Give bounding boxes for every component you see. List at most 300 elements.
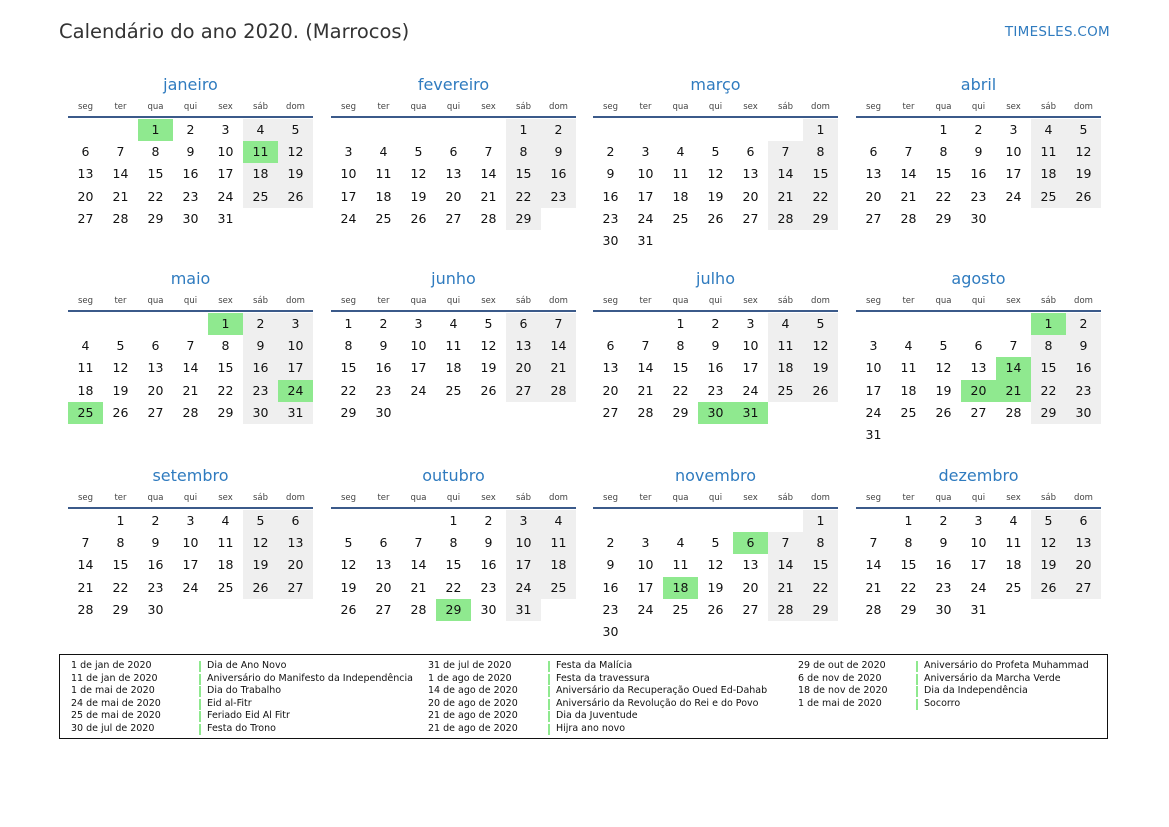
day-cell[interactable]: 8 bbox=[904, 535, 913, 551]
day-cell[interactable]: 30 bbox=[243, 402, 278, 424]
day-cell[interactable]: 26 bbox=[1031, 577, 1066, 599]
day-cell[interactable]: 17 bbox=[340, 188, 357, 204]
day-cell[interactable]: 13 bbox=[506, 335, 541, 357]
day-cell[interactable]: 9 bbox=[484, 535, 493, 551]
day-cell[interactable]: 24 bbox=[410, 382, 427, 398]
day-cell[interactable]: 1 bbox=[904, 513, 913, 528]
day-cell[interactable]: 26 bbox=[278, 186, 313, 208]
day-cell[interactable]: 28 bbox=[112, 210, 129, 226]
day-cell[interactable]: 22 bbox=[340, 382, 357, 398]
day-cell[interactable]: 23 bbox=[707, 382, 724, 398]
day-cell[interactable]: 28 bbox=[77, 601, 94, 617]
day-cell[interactable]: 2 bbox=[974, 122, 983, 137]
day-cell[interactable]: 22 bbox=[506, 186, 541, 208]
day-cell[interactable]: 17 bbox=[742, 360, 759, 376]
day-cell[interactable]: 6 bbox=[379, 535, 388, 551]
day-cell[interactable]: 29 bbox=[506, 208, 541, 230]
day-cell[interactable]: 10 bbox=[506, 532, 541, 554]
day-cell[interactable]: 22 bbox=[147, 188, 164, 204]
day-cell[interactable]: 29 bbox=[112, 601, 129, 617]
day-cell[interactable]: 24 bbox=[865, 404, 882, 420]
day-cell[interactable]: 2 bbox=[186, 122, 195, 137]
day-cell[interactable]: 4 bbox=[676, 144, 685, 160]
day-cell[interactable]: 31 bbox=[970, 601, 987, 617]
day-cell[interactable]: 3 bbox=[869, 338, 878, 354]
day-cell[interactable]: 15 bbox=[1031, 357, 1066, 379]
day-cell[interactable]: 27 bbox=[506, 380, 541, 402]
day-cell[interactable]: 21 bbox=[112, 188, 129, 204]
day-cell[interactable]: 19 bbox=[243, 554, 278, 576]
day-cell[interactable]: 18 bbox=[375, 188, 392, 204]
day-cell[interactable]: 4 bbox=[81, 338, 90, 354]
day-cell[interactable]: 2 bbox=[484, 513, 493, 528]
day-cell[interactable]: 23 bbox=[375, 382, 392, 398]
day-cell[interactable]: 12 bbox=[1066, 141, 1101, 163]
day-cell[interactable]: 19 bbox=[480, 360, 497, 376]
day-cell[interactable]: 25 bbox=[375, 210, 392, 226]
day-cell[interactable]: 26 bbox=[707, 210, 724, 226]
day-cell[interactable]: 15 bbox=[217, 360, 234, 376]
day-cell[interactable]: 27 bbox=[602, 404, 619, 420]
day-cell[interactable]: 25 bbox=[672, 210, 689, 226]
day-cell[interactable]: 25 bbox=[445, 382, 462, 398]
day-cell[interactable]: 6 bbox=[1066, 510, 1101, 532]
day-cell[interactable]: 25 bbox=[217, 579, 234, 595]
day-cell[interactable]: 6 bbox=[449, 144, 458, 160]
day-cell[interactable]: 27 bbox=[742, 601, 759, 617]
day-cell[interactable]: 11 bbox=[900, 360, 917, 376]
day-cell[interactable]: 15 bbox=[900, 557, 917, 573]
day-cell[interactable]: 15 bbox=[935, 166, 952, 182]
day-cell[interactable]: 16 bbox=[375, 360, 392, 376]
day-cell[interactable]: 13 bbox=[77, 166, 94, 182]
day-cell[interactable]: 22 bbox=[935, 188, 952, 204]
day-cell[interactable]: 8 bbox=[803, 141, 838, 163]
day-cell[interactable]: 12 bbox=[112, 360, 129, 376]
day-cell[interactable]: 12 bbox=[707, 166, 724, 182]
day-cell[interactable]: 18 bbox=[541, 554, 576, 576]
day-cell[interactable]: 25 bbox=[1031, 186, 1066, 208]
day-cell[interactable]: 7 bbox=[641, 338, 650, 354]
day-cell[interactable]: 9 bbox=[1066, 335, 1101, 357]
day-cell[interactable]: 3 bbox=[278, 313, 313, 335]
day-cell[interactable]: 30 bbox=[935, 601, 952, 617]
day-cell[interactable]: 5 bbox=[1066, 119, 1101, 141]
day-cell[interactable]: 20 bbox=[961, 380, 996, 402]
day-cell[interactable]: 2 bbox=[711, 316, 720, 331]
day-cell[interactable]: 26 bbox=[340, 601, 357, 617]
day-cell[interactable]: 9 bbox=[606, 166, 615, 182]
day-cell[interactable]: 2 bbox=[606, 144, 615, 160]
day-cell[interactable]: 19 bbox=[410, 188, 427, 204]
day-cell[interactable]: 23 bbox=[1066, 380, 1101, 402]
day-cell[interactable]: 3 bbox=[506, 510, 541, 532]
day-cell[interactable]: 24 bbox=[637, 210, 654, 226]
day-cell[interactable]: 7 bbox=[484, 144, 493, 160]
day-cell[interactable]: 14 bbox=[112, 166, 129, 182]
day-cell[interactable]: 16 bbox=[935, 557, 952, 573]
day-cell[interactable]: 3 bbox=[344, 144, 353, 160]
day-cell[interactable]: 3 bbox=[641, 535, 650, 551]
day-cell[interactable]: 23 bbox=[541, 186, 576, 208]
day-cell[interactable]: 24 bbox=[742, 382, 759, 398]
day-cell[interactable]: 27 bbox=[77, 210, 94, 226]
day-cell[interactable]: 21 bbox=[768, 577, 803, 599]
day-cell[interactable]: 25 bbox=[672, 601, 689, 617]
day-cell[interactable]: 11 bbox=[243, 141, 278, 163]
day-cell[interactable]: 21 bbox=[900, 188, 917, 204]
day-cell[interactable]: 24 bbox=[217, 188, 234, 204]
day-cell[interactable]: 25 bbox=[541, 577, 576, 599]
day-cell[interactable]: 3 bbox=[974, 513, 983, 528]
day-cell[interactable]: 11 bbox=[768, 335, 803, 357]
day-cell[interactable]: 17 bbox=[217, 166, 234, 182]
day-cell[interactable]: 2 bbox=[541, 119, 576, 141]
day-cell[interactable]: 3 bbox=[746, 316, 755, 331]
day-cell[interactable]: 21 bbox=[637, 382, 654, 398]
day-cell[interactable]: 21 bbox=[182, 382, 199, 398]
day-cell[interactable]: 19 bbox=[707, 188, 724, 204]
day-cell[interactable]: 1 bbox=[1031, 313, 1066, 335]
day-cell[interactable]: 18 bbox=[900, 382, 917, 398]
day-cell[interactable]: 17 bbox=[865, 382, 882, 398]
day-cell[interactable]: 7 bbox=[1009, 338, 1018, 354]
day-cell[interactable]: 2 bbox=[606, 535, 615, 551]
day-cell[interactable]: 13 bbox=[742, 557, 759, 573]
day-cell[interactable]: 10 bbox=[1005, 144, 1022, 160]
day-cell[interactable]: 12 bbox=[340, 557, 357, 573]
day-cell[interactable]: 9 bbox=[711, 338, 720, 354]
day-cell[interactable]: 9 bbox=[186, 144, 195, 160]
day-cell[interactable]: 21 bbox=[77, 579, 94, 595]
day-cell[interactable]: 16 bbox=[182, 166, 199, 182]
day-cell[interactable]: 3 bbox=[186, 513, 195, 528]
day-cell[interactable]: 17 bbox=[637, 579, 654, 595]
day-cell[interactable]: 22 bbox=[672, 382, 689, 398]
day-cell[interactable]: 19 bbox=[1066, 163, 1101, 185]
day-cell[interactable]: 28 bbox=[768, 599, 803, 621]
day-cell[interactable]: 13 bbox=[375, 557, 392, 573]
day-cell[interactable]: 26 bbox=[480, 382, 497, 398]
day-cell[interactable]: 6 bbox=[278, 510, 313, 532]
day-cell[interactable]: 7 bbox=[869, 535, 878, 551]
day-cell[interactable]: 26 bbox=[707, 601, 724, 617]
day-cell[interactable]: 3 bbox=[221, 122, 230, 137]
day-cell[interactable]: 11 bbox=[217, 535, 234, 551]
day-cell[interactable]: 3 bbox=[1009, 122, 1018, 137]
day-cell[interactable]: 19 bbox=[1031, 554, 1066, 576]
day-cell[interactable]: 20 bbox=[742, 579, 759, 595]
day-cell[interactable]: 26 bbox=[243, 577, 278, 599]
day-cell[interactable]: 20 bbox=[375, 579, 392, 595]
day-cell[interactable]: 4 bbox=[768, 313, 803, 335]
day-cell[interactable]: 21 bbox=[865, 579, 882, 595]
day-cell[interactable]: 18 bbox=[663, 577, 698, 599]
day-cell[interactable]: 1 bbox=[138, 119, 173, 141]
day-cell[interactable]: 1 bbox=[116, 513, 125, 528]
day-cell[interactable]: 20 bbox=[865, 188, 882, 204]
day-cell[interactable]: 28 bbox=[900, 210, 917, 226]
day-cell[interactable]: 28 bbox=[768, 208, 803, 230]
day-cell[interactable]: 14 bbox=[865, 557, 882, 573]
day-cell[interactable]: 21 bbox=[768, 186, 803, 208]
day-cell[interactable]: 31 bbox=[217, 210, 234, 226]
day-cell[interactable]: 4 bbox=[676, 535, 685, 551]
day-cell[interactable]: 1 bbox=[803, 119, 838, 141]
day-cell[interactable]: 17 bbox=[410, 360, 427, 376]
day-cell[interactable]: 8 bbox=[221, 338, 230, 354]
day-cell[interactable]: 29 bbox=[803, 208, 838, 230]
day-cell[interactable]: 27 bbox=[147, 404, 164, 420]
day-cell[interactable]: 17 bbox=[637, 188, 654, 204]
day-cell[interactable]: 25 bbox=[900, 404, 917, 420]
day-cell[interactable]: 25 bbox=[243, 186, 278, 208]
day-cell[interactable]: 23 bbox=[480, 579, 497, 595]
day-cell[interactable]: 18 bbox=[445, 360, 462, 376]
day-cell[interactable]: 1 bbox=[676, 316, 685, 331]
day-cell[interactable]: 30 bbox=[480, 601, 497, 617]
day-cell[interactable]: 14 bbox=[77, 557, 94, 573]
day-cell[interactable]: 22 bbox=[112, 579, 129, 595]
day-cell[interactable]: 19 bbox=[112, 382, 129, 398]
day-cell[interactable]: 24 bbox=[182, 579, 199, 595]
day-cell[interactable]: 19 bbox=[935, 382, 952, 398]
day-cell[interactable]: 9 bbox=[379, 338, 388, 354]
day-cell[interactable]: 13 bbox=[147, 360, 164, 376]
day-cell[interactable]: 5 bbox=[803, 313, 838, 335]
day-cell[interactable]: 23 bbox=[602, 601, 619, 617]
day-cell[interactable]: 18 bbox=[1031, 163, 1066, 185]
day-cell[interactable]: 24 bbox=[1005, 188, 1022, 204]
day-cell[interactable]: 14 bbox=[480, 166, 497, 182]
day-cell[interactable]: 30 bbox=[147, 601, 164, 617]
day-cell[interactable]: 7 bbox=[116, 144, 125, 160]
day-cell[interactable]: 19 bbox=[340, 579, 357, 595]
brand-link[interactable]: TIMESLES.COM bbox=[1004, 24, 1110, 40]
day-cell[interactable]: 15 bbox=[803, 163, 838, 185]
day-cell[interactable]: 24 bbox=[637, 601, 654, 617]
day-cell[interactable]: 23 bbox=[935, 579, 952, 595]
day-cell[interactable]: 21 bbox=[996, 380, 1031, 402]
day-cell[interactable]: 8 bbox=[116, 535, 125, 551]
day-cell[interactable]: 6 bbox=[733, 532, 768, 554]
day-cell[interactable]: 10 bbox=[217, 144, 234, 160]
day-cell[interactable]: 11 bbox=[1031, 141, 1066, 163]
day-cell[interactable]: 12 bbox=[1031, 532, 1066, 554]
day-cell[interactable]: 15 bbox=[147, 166, 164, 182]
day-cell[interactable]: 1 bbox=[449, 513, 458, 528]
day-cell[interactable]: 26 bbox=[803, 380, 838, 402]
day-cell[interactable]: 16 bbox=[1066, 357, 1101, 379]
day-cell[interactable]: 31 bbox=[733, 402, 768, 424]
day-cell[interactable]: 20 bbox=[445, 188, 462, 204]
day-cell[interactable]: 12 bbox=[803, 335, 838, 357]
day-cell[interactable]: 5 bbox=[344, 535, 353, 551]
day-cell[interactable]: 25 bbox=[768, 380, 803, 402]
day-cell[interactable]: 19 bbox=[803, 357, 838, 379]
day-cell[interactable]: 17 bbox=[506, 554, 541, 576]
day-cell[interactable]: 16 bbox=[707, 360, 724, 376]
day-cell[interactable]: 16 bbox=[541, 163, 576, 185]
day-cell[interactable]: 22 bbox=[445, 579, 462, 595]
day-cell[interactable]: 27 bbox=[865, 210, 882, 226]
day-cell[interactable]: 28 bbox=[410, 601, 427, 617]
day-cell[interactable]: 22 bbox=[803, 186, 838, 208]
day-cell[interactable]: 5 bbox=[1031, 510, 1066, 532]
day-cell[interactable]: 5 bbox=[414, 144, 423, 160]
day-cell[interactable]: 7 bbox=[186, 338, 195, 354]
day-cell[interactable]: 21 bbox=[410, 579, 427, 595]
day-cell[interactable]: 4 bbox=[243, 119, 278, 141]
day-cell[interactable]: 11 bbox=[672, 557, 689, 573]
day-cell[interactable]: 29 bbox=[935, 210, 952, 226]
day-cell[interactable]: 27 bbox=[742, 210, 759, 226]
day-cell[interactable]: 9 bbox=[541, 141, 576, 163]
day-cell[interactable]: 14 bbox=[541, 335, 576, 357]
day-cell[interactable]: 1 bbox=[208, 313, 243, 335]
day-cell[interactable]: 29 bbox=[217, 404, 234, 420]
day-cell[interactable]: 9 bbox=[243, 335, 278, 357]
day-cell[interactable]: 16 bbox=[602, 579, 619, 595]
day-cell[interactable]: 2 bbox=[1066, 313, 1101, 335]
day-cell[interactable]: 12 bbox=[410, 166, 427, 182]
day-cell[interactable]: 7 bbox=[904, 144, 913, 160]
day-cell[interactable]: 17 bbox=[1005, 166, 1022, 182]
day-cell[interactable]: 15 bbox=[445, 557, 462, 573]
day-cell[interactable]: 11 bbox=[1005, 535, 1022, 551]
day-cell[interactable]: 20 bbox=[1066, 554, 1101, 576]
day-cell[interactable]: 5 bbox=[243, 510, 278, 532]
day-cell[interactable]: 26 bbox=[935, 404, 952, 420]
day-cell[interactable]: 1 bbox=[939, 122, 948, 137]
day-cell[interactable]: 4 bbox=[1031, 119, 1066, 141]
day-cell[interactable]: 4 bbox=[449, 316, 458, 331]
day-cell[interactable]: 12 bbox=[243, 532, 278, 554]
day-cell[interactable]: 22 bbox=[803, 577, 838, 599]
day-cell[interactable]: 31 bbox=[865, 426, 882, 442]
day-cell[interactable]: 6 bbox=[506, 313, 541, 335]
day-cell[interactable]: 6 bbox=[974, 338, 983, 354]
day-cell[interactable]: 14 bbox=[637, 360, 654, 376]
day-cell[interactable]: 16 bbox=[147, 557, 164, 573]
day-cell[interactable]: 19 bbox=[278, 163, 313, 185]
day-cell[interactable]: 29 bbox=[340, 404, 357, 420]
day-cell[interactable]: 7 bbox=[768, 532, 803, 554]
day-cell[interactable]: 5 bbox=[711, 144, 720, 160]
day-cell[interactable]: 8 bbox=[676, 338, 685, 354]
day-cell[interactable]: 20 bbox=[506, 357, 541, 379]
day-cell[interactable]: 10 bbox=[182, 535, 199, 551]
day-cell[interactable]: 24 bbox=[970, 579, 987, 595]
day-cell[interactable]: 24 bbox=[340, 210, 357, 226]
day-cell[interactable]: 30 bbox=[970, 210, 987, 226]
day-cell[interactable]: 18 bbox=[217, 557, 234, 573]
day-cell[interactable]: 17 bbox=[278, 357, 313, 379]
day-cell[interactable]: 30 bbox=[182, 210, 199, 226]
day-cell[interactable]: 20 bbox=[77, 188, 94, 204]
day-cell[interactable]: 2 bbox=[939, 513, 948, 528]
day-cell[interactable]: 1 bbox=[803, 510, 838, 532]
day-cell[interactable]: 5 bbox=[116, 338, 125, 354]
day-cell[interactable]: 14 bbox=[768, 554, 803, 576]
day-cell[interactable]: 5 bbox=[484, 316, 493, 331]
day-cell[interactable]: 28 bbox=[480, 210, 497, 226]
day-cell[interactable]: 29 bbox=[147, 210, 164, 226]
day-cell[interactable]: 29 bbox=[1031, 402, 1066, 424]
day-cell[interactable]: 16 bbox=[243, 357, 278, 379]
day-cell[interactable]: 7 bbox=[81, 535, 90, 551]
day-cell[interactable]: 20 bbox=[742, 188, 759, 204]
day-cell[interactable]: 28 bbox=[182, 404, 199, 420]
day-cell[interactable]: 26 bbox=[410, 210, 427, 226]
day-cell[interactable]: 13 bbox=[602, 360, 619, 376]
day-cell[interactable]: 18 bbox=[672, 188, 689, 204]
day-cell[interactable]: 1 bbox=[344, 316, 353, 331]
day-cell[interactable]: 10 bbox=[865, 360, 882, 376]
day-cell[interactable]: 23 bbox=[602, 210, 619, 226]
day-cell[interactable]: 30 bbox=[602, 232, 619, 248]
day-cell[interactable]: 5 bbox=[278, 119, 313, 141]
day-cell[interactable]: 24 bbox=[506, 577, 541, 599]
day-cell[interactable]: 8 bbox=[151, 144, 160, 160]
day-cell[interactable]: 2 bbox=[151, 513, 160, 528]
day-cell[interactable]: 10 bbox=[970, 535, 987, 551]
day-cell[interactable]: 20 bbox=[278, 554, 313, 576]
day-cell[interactable]: 28 bbox=[637, 404, 654, 420]
day-cell[interactable]: 8 bbox=[344, 338, 353, 354]
day-cell[interactable]: 3 bbox=[641, 144, 650, 160]
day-cell[interactable]: 10 bbox=[742, 338, 759, 354]
day-cell[interactable]: 10 bbox=[278, 335, 313, 357]
day-cell[interactable]: 3 bbox=[414, 316, 423, 331]
day-cell[interactable]: 11 bbox=[672, 166, 689, 182]
day-cell[interactable]: 4 bbox=[1009, 513, 1018, 528]
day-cell[interactable]: 11 bbox=[375, 166, 392, 182]
day-cell[interactable]: 21 bbox=[480, 188, 497, 204]
day-cell[interactable]: 10 bbox=[340, 166, 357, 182]
day-cell[interactable]: 25 bbox=[1005, 579, 1022, 595]
day-cell[interactable]: 8 bbox=[506, 141, 541, 163]
day-cell[interactable]: 13 bbox=[970, 360, 987, 376]
day-cell[interactable]: 7 bbox=[541, 313, 576, 335]
day-cell[interactable]: 21 bbox=[541, 357, 576, 379]
day-cell[interactable]: 12 bbox=[480, 338, 497, 354]
day-cell[interactable]: 29 bbox=[803, 599, 838, 621]
day-cell[interactable]: 9 bbox=[974, 144, 983, 160]
day-cell[interactable]: 8 bbox=[449, 535, 458, 551]
day-cell[interactable]: 30 bbox=[1066, 402, 1101, 424]
day-cell[interactable]: 23 bbox=[147, 579, 164, 595]
day-cell[interactable]: 17 bbox=[182, 557, 199, 573]
day-cell[interactable]: 16 bbox=[970, 166, 987, 182]
day-cell[interactable]: 13 bbox=[1066, 532, 1101, 554]
day-cell[interactable]: 23 bbox=[182, 188, 199, 204]
day-cell[interactable]: 29 bbox=[436, 599, 471, 621]
day-cell[interactable]: 2 bbox=[379, 316, 388, 331]
day-cell[interactable]: 30 bbox=[698, 402, 733, 424]
day-cell[interactable]: 9 bbox=[151, 535, 160, 551]
day-cell[interactable]: 27 bbox=[1066, 577, 1101, 599]
day-cell[interactable]: 4 bbox=[541, 510, 576, 532]
day-cell[interactable]: 16 bbox=[480, 557, 497, 573]
day-cell[interactable]: 20 bbox=[147, 382, 164, 398]
day-cell[interactable]: 7 bbox=[414, 535, 423, 551]
day-cell[interactable]: 15 bbox=[506, 163, 541, 185]
day-cell[interactable]: 10 bbox=[410, 338, 427, 354]
day-cell[interactable]: 15 bbox=[340, 360, 357, 376]
day-cell[interactable]: 31 bbox=[637, 232, 654, 248]
day-cell[interactable]: 26 bbox=[1066, 186, 1101, 208]
